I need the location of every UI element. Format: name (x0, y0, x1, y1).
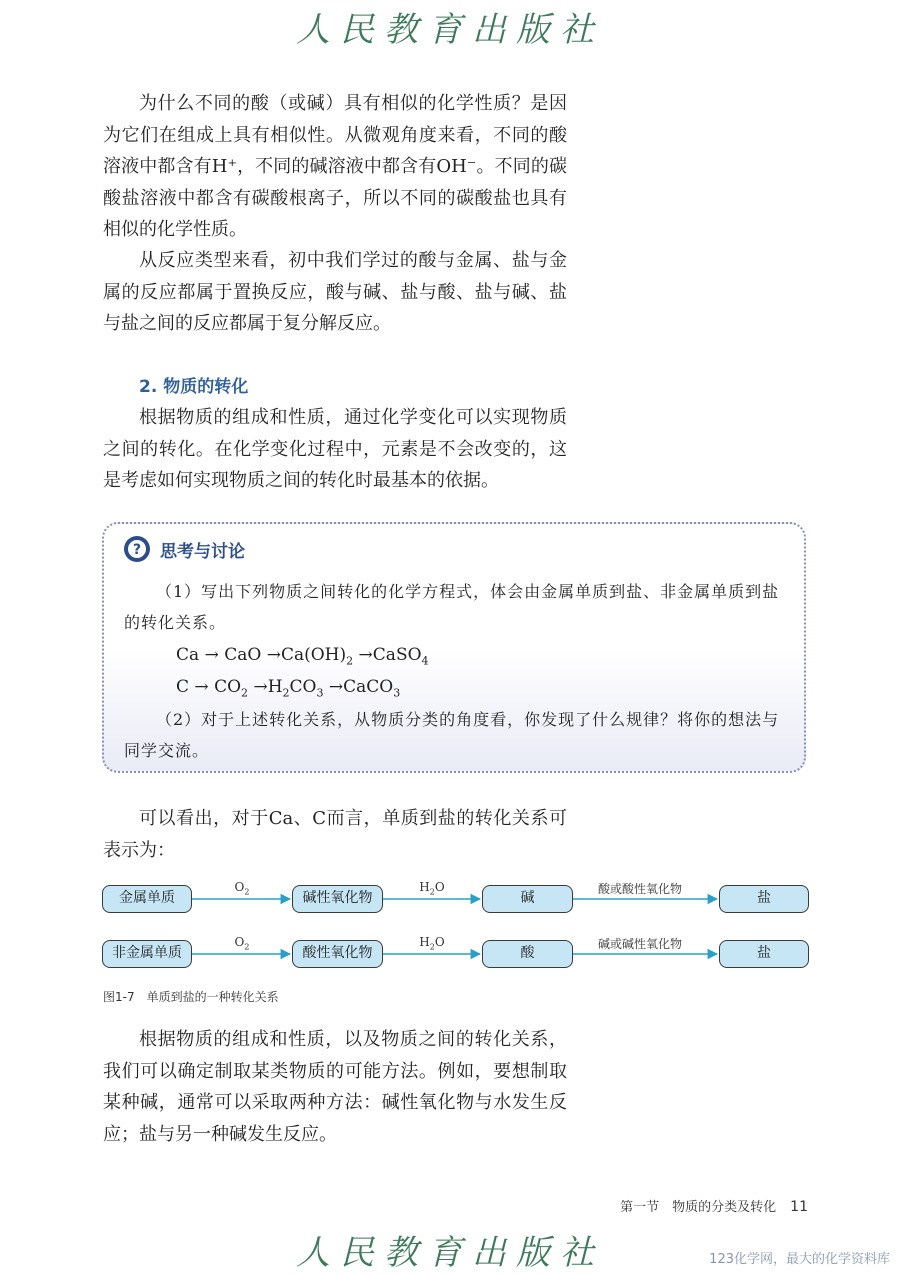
paragraph-preparation: 根据物质的组成和性质，以及物质之间的转化关系，我们可以确定制取某类物质的可能方法。例如，要想制取某种碱，通常可以采取两种方法：碱性氧化物与水发生反应；盐与另一种碱发生反应。 (103, 1029, 567, 1145)
svg-text:?: ? (132, 542, 142, 558)
label-r1-acid: 酸或酸性氧化物 (597, 882, 682, 896)
label-r2-base: 碱或碱性氧化物 (597, 937, 682, 951)
paragraph-acid-base-similarity: 为什么不同的酸（或碱）具有相似的化学性质？是因为它们在组成上具有相似性。从微观角度来看，不同的酸溶液中都含有H⁺，不同的碱溶液中都含有OH⁻。不同的碳酸盐溶液中都含有碳酸根离子，所以不同的碳酸盐也具有相似的化学性质。 (103, 93, 567, 240)
label-r2-oxygen: $O_2$ (234, 935, 250, 952)
node-metal-element: 金属单质 (102, 885, 192, 913)
node-basic-oxide: 碱性氧化物 (292, 885, 383, 913)
page-number: 11 (790, 1199, 808, 1215)
figure-caption: 图1-7 单质到盐的一种转化关系 (103, 990, 279, 1004)
section-heading: 2. 物质的转化 (139, 377, 249, 397)
node-base: 碱 (482, 885, 573, 913)
label-r1-water: $H_2O$ (419, 880, 445, 897)
node-nonmetal-element: 非金属单质 (102, 940, 192, 968)
node-acidic-oxide: 酸性氧化物 (292, 940, 383, 968)
label-r2-water: $H_2O$ (419, 935, 445, 952)
watermark: 123化学网，最大的化学资料库 (709, 1252, 890, 1267)
publisher-logo-header: 人民教育出版社 (296, 10, 604, 50)
paragraph-transformation: 根据物质的组成和性质，通过化学变化可以实现物质之间的转化。在化学变化过程中，元素是不会改变的，这是考虑如何实现物质之间的转化时最基本的依据。 (103, 407, 567, 491)
node-salt-1: 盐 (719, 885, 809, 913)
paragraph-conclusion: 可以看出，对于Ca、C而言，单质到盐的转化关系可表示为： (103, 808, 567, 861)
label-r1-oxygen: $O_2$ (234, 880, 250, 897)
discussion-question-2: （2）对于上述转化关系，从物质分类的角度看，你发现了什么规律？将你的想法与同学交流。 (124, 710, 780, 760)
footer-section: 第一节 物质的分类及转化 (620, 1200, 777, 1215)
equation-calcium: Ca → CaO $\to Ca(OH)_2$ →CaSO$_4$ (176, 645, 429, 668)
discussion-title-text: 思考与讨论 (160, 541, 245, 562)
equation-carbon: $C \to CO_2 \to H_2CO_3$ →CaCO$_3$ (176, 677, 401, 700)
page-footer (620, 1196, 808, 1215)
paragraph-reaction-types: 从反应类型来看，初中我们学过的酸与金属、盐与金属的反应都属于置换反应，酸与碱、盐与酸、盐与碱、盐与盐之间的反应都属于复分解反应。 (103, 250, 567, 334)
node-salt-2: 盐 (719, 940, 809, 968)
publisher-logo-footer: 人民教育出版社 (296, 1233, 604, 1273)
node-acid: 酸 (482, 940, 573, 968)
discussion-question-1: （1）写出下列物质之间转化的化学方程式，体会由金属单质到盐、非金属单质到盐的转化关系。 (124, 582, 780, 632)
